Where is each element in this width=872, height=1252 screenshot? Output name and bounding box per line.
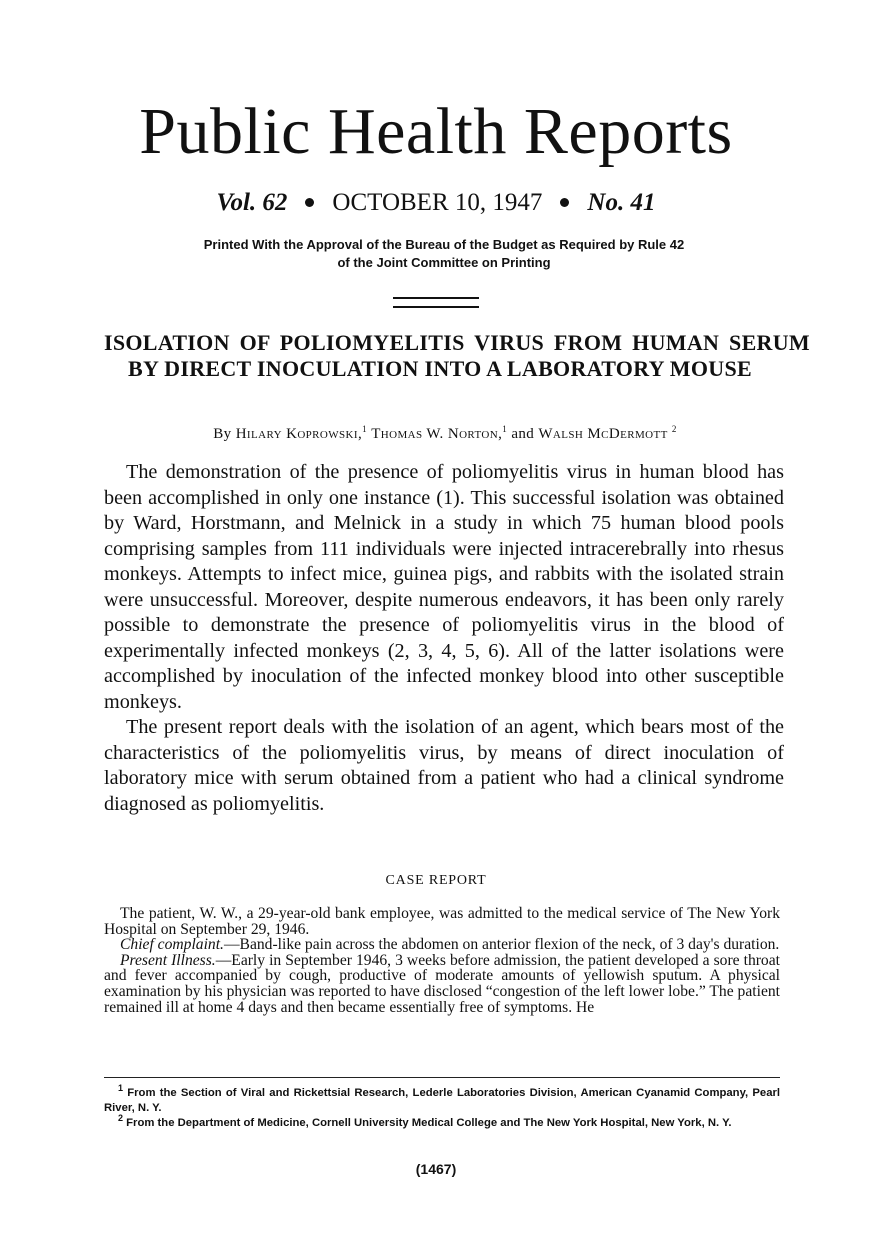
footnote-text: From the Department of Medicine, Cornell University Medical College and The New York Hospital, New York, N. Y.	[126, 1117, 732, 1129]
article-title: ISOLATION OF POLIOMYELITIS VIRUS FROM HUMAN SERUM BY DIRECT INOCULATION INTO A LABORATORY MOUSE	[104, 330, 810, 381]
footnote	[104, 1113, 780, 1131]
issue-date: OCTOBER 10, 1947	[332, 189, 543, 216]
footnote-mark: 1	[118, 1083, 124, 1094]
article-body	[104, 460, 784, 817]
author-name: Thomas W. Norton,	[371, 426, 503, 442]
footnote-mark: 1	[502, 424, 508, 434]
run-in-label: Present Illness.	[120, 951, 216, 969]
approval-notice	[104, 236, 784, 272]
author-name: Walsh McDermott	[538, 426, 668, 442]
run-in-text: —Band-like pain across the abdomen on anterior flexion of the neck, of 3 day's duration.	[223, 936, 780, 954]
run-in-text: —Early in September 1946, 3 weeks before admission, the patient developed a sore throat and fever accompanied by cough, productive of moderate amounts of yellowish sputum. A physical examination by his physician was reported to have disclosed “congestion of the left lower lobe.” The patient remained ill at home 4 days and then became essentially free of symptoms. He	[104, 951, 780, 1016]
bullet-separator	[560, 198, 569, 207]
footnotes	[104, 1083, 781, 1131]
double-rule-divider	[393, 297, 479, 308]
journal-title: Public Health Reports	[139, 95, 733, 168]
run-in-label: Chief complaint.	[120, 936, 224, 954]
footnote-text: From the Section of Viral and Rickettsial Research, Lederle Laboratories Division, American Cyanamid Company, Pearl River, N. Y.	[104, 1087, 781, 1114]
section-heading: CASE REPORT	[385, 873, 487, 888]
page-number: (1467)	[415, 1161, 457, 1177]
case-report-text	[104, 906, 780, 1015]
approval-line: Printed With the Approval of the Bureau of the Budget as Required by Rule 42	[203, 237, 685, 252]
approval-line: of the Joint Committee on Printing	[337, 255, 551, 270]
body-paragraph: The present report deals with the isolation of an agent, which bears most of the characteristics of the poliomyelitis virus, by means of direct inoculation of laboratory mice with serum obtained from a patient who had a clinical syndrome diagnosed as poliomyelitis.	[104, 716, 784, 815]
volume-label: Vol. 62	[216, 189, 288, 216]
footnote	[104, 1083, 781, 1116]
footnote-divider	[104, 1077, 780, 1078]
case-present-illness	[104, 953, 780, 1015]
footnote-mark: 1	[362, 424, 368, 434]
footnote-mark: 2	[671, 424, 677, 434]
byline-prefix: By	[213, 426, 232, 442]
footnote-mark: 2	[118, 1113, 124, 1124]
case-intro: The patient, W. W., a 29-year-old bank employee, was admitted to the medical service of The New York Hospital on September 29, 1946.	[104, 905, 780, 938]
issue-line	[0, 188, 872, 218]
byline	[104, 424, 786, 444]
byline-conjunction: and	[511, 426, 535, 442]
bullet-separator	[305, 198, 314, 207]
case-chief-complaint	[104, 937, 780, 953]
body-paragraph: The demonstration of the presence of poliomyelitis virus in human blood has been accomplished in only one instance (1). This successful isolation was obtained by Ward, Horstmann, and Melnick in a study in which 75 human blood pools comprising samples from 111 individuals were injected intracerebrally into rhesus monkeys. Attempts to infect mice, guinea pigs, and rabbits with the isolated strain were unsuccessful. Moreover, despite numerous endeavors, it has been only rarely possible to demonstrate the presence of poliomyelitis virus in the blood of experimentally infected monkeys (2, 3, 4, 5, 6). All of the latter isolations were accomplished by inoculation of the infected monkey blood into other susceptible monkeys.	[104, 461, 784, 713]
issue-number: No. 41	[587, 189, 656, 216]
author-name: Hilary Koprowski,	[235, 426, 363, 442]
